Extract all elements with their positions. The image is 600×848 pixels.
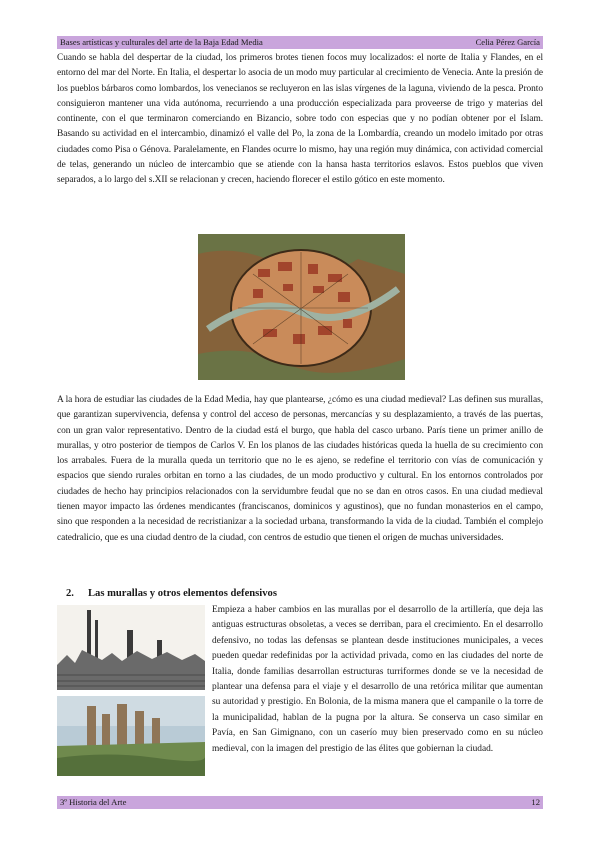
header-title: Bases artísticas y culturales del arte de la Baja Edad Media: [60, 37, 263, 47]
medieval-city-map-image: [198, 234, 405, 380]
page-header: [57, 36, 543, 49]
san-gimignano-photo: [57, 696, 205, 776]
paragraph-medieval-city: A la hora de estudiar las ciudades de la Edad Media, hay que plantearse, ¿cómo es una ciudad medieval? Las definen sus murallas, que garantizan supervivencia, defensa y control del acceso de personas, mercancías y su desplazamiento, a través de las puertas, con un gran valor representativo. Dentro de la ciudad está el burgo, que habla del casco urbano. París tiene un primer anillo de murallas, y otro posterior de tiempos de Carlos V. En los planos de las ciudades históricas queda la huella de su crecimiento con los arrabales. Fuera de la muralla queda un territorio que no le es ajeno, se redefine el territorio con vías de comunicación y espacios que siendo rurales orbitan en torno a las ciudades, de un modo productivo y cultural. En los entornos controlados por ciudades de hecho hay principios relacionados con la servidumbre feudal que no se dan en otros casos. En una ciudad medieval tienen mayor impacto las órdenes mendicantes (franciscanos, dominicos y agustinos), que no fundan monasterios en el campo, sino que responden a la necesidad de recristianizar a la sociedad urbana, transformando la vida de la ciudad. También el complejo catedralicio, que es una ciudad dentro de la ciudad, con centros de estudio que tienen el origen de muchas universidades.: [57, 395, 543, 543]
header-author: Celia Pérez García: [475, 37, 540, 47]
section-title: Las murallas y otros elementos defensivos: [87, 588, 277, 599]
footer-page-number: 12: [531, 797, 540, 807]
section-heading: [66, 588, 277, 599]
paragraph-city-awakening: Cuando se habla del despertar de la ciudad, los primeros brotes tienen focos muy localizados: el norte de Italia y Flandes, en el entorno del mar del Norte. En Italia, el despertar lo asocia de un modo muy particular al crecimiento de Venecia. Ante la presión de los pueblos bárbaros como lombardos, los venecianos se recluyeron en las islas vírgenes de la laguna, viviendo de la pesca. Pronto consiguieron mantener una vida autónoma, recurriendo a una producción especializada para proveerse de trigo y materias del continente, con el que terminaron comerciando en Bizancio, sobre todo con especias que y no podían obtener por el Islam. Basando su actividad en el intercambio, dinamizó el valle del Po, la zona de la Lombardía, creando un modelo imitado por otras ciudades como Pisa o Génova. Paralelamente, en Flandes ocurre lo mismo, hay una región muy dinámica, con actividad comercial de telas, generando un núcleo de intercambio que se atiende con la hansa hasta territorios eslavos. Estos pueblos que viven separados, a lo largo del s.XII se relacionan y crecen, haciendo florecer el estilo gótico en este momento.: [57, 53, 543, 186]
page-footer: [57, 796, 543, 809]
paragraph-defensive-walls: Empieza a haber cambios en las murallas por el desarrollo de la artillería, que deja las antiguas estructuras obsoletas, a veces se derriban, para el crecimiento. En el desarrollo defensivo, no todas las defensas se plantean desde instituciones municipales, a veces pueden quedar redefinidas por la actividad privada, como en las ciudades del norte de Italia, donde familias desarrollan estructuras turriformes donde se ve la necesidad de plantear una defensa para el viaje y el desarrollo de una retórica militar que aumentan su autoridad y prestigio. En Bolonia, de la misma manera que el campanile o la torre de la municipalidad, hablan de la pugna por la altura. Se conserva un caso similar en Pavía, en San Gimignano, con un caserío muy bien preservado como en su núcleo medieval, con la imagen del prestigio de las élites que gobiernan la ciudad.: [212, 605, 543, 754]
towers-engraving-image: [57, 605, 205, 690]
footer-course: 3º Historia del Arte: [60, 797, 127, 807]
section-number: 2.: [66, 588, 74, 599]
